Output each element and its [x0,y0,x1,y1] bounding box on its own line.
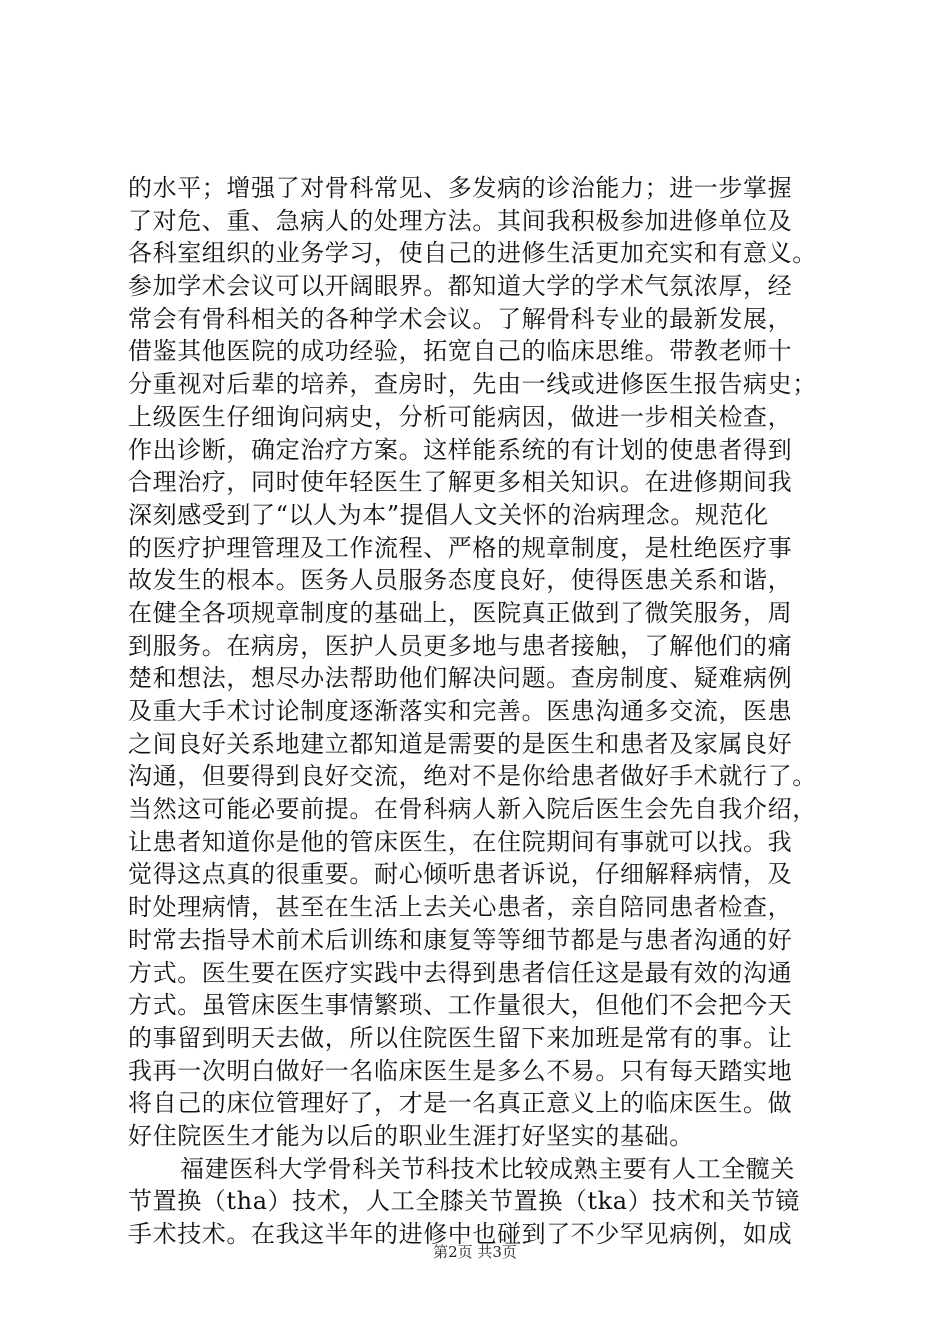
page-number-footer: 第2页 共3页 [433,1243,517,1261]
text-line: 时常去指导术前术后训练和康复等等细节都是与患者沟通的好 [128,925,793,954]
text-line: 将自己的床位管理好了，才是一名真正意义上的临床医生。做 [128,1089,793,1118]
text-line: 手术技术。在我这半年的进修中也碰到了不少罕见病例，如成 [128,1220,793,1248]
text-line: 的医疗护理管理及工作流程、严格的规章制度，是杜绝医疗事 [128,533,793,562]
text-line: 沟通，但要得到良好交流，绝对不是你给患者做好手术就行了。 [128,762,817,791]
text-line: 各科室组织的业务学习，使自己的进修生活更加充实和有意义。 [128,239,817,268]
text-line: 常会有骨科相关的各种学术会议。了解骨科专业的最新发展， [128,304,793,333]
text-line: 方式。虽管床医生事情繁琐、工作量很大，但他们不会把今天 [128,991,793,1020]
text-line: 分重视对后辈的培养，查房时，先由一线或进修医生报告病史； [128,370,817,399]
text-line: 的事留到明天去做，所以住院医生留下来加班是常有的事。让 [128,1023,793,1052]
text-line: 合理治疗，同时使年轻医生了解更多相关知识。在进修期间我 [128,468,793,497]
text-line: 时处理病情，甚至在生活上去关心患者，亲自陪同患者检查， [128,893,793,922]
text-line: 作出诊断，确定治疗方案。这样能系统的有计划的使患者得到 [128,435,793,464]
text-line: 我再一次明白做好一名临床医生是多么不易。只有每天踏实地 [128,1056,793,1085]
text-line: 方式。医生要在医疗实践中去得到患者信任这是最有效的沟通 [128,958,793,987]
text-line: 的水平；增强了对骨科常见、多发病的诊治能力；进一步掌握 [128,174,793,202]
text-line: 当然这可能必要前提。在骨科病人新入院后医生会先自我介绍， [128,795,817,824]
text-line: 参加学术会议可以开阔眼界。都知道大学的学术气氛浓厚，经 [128,272,793,301]
text-line: 好住院医生才能为以后的职业生涯打好坚实的基础。 [128,1121,694,1150]
text-line: 楚和想法，想尽办法帮助他们解决问题。查房制度、疑难病例 [128,664,793,693]
text-line: 借鉴其他医院的成功经验，拓宽自己的临床思维。带教老师十 [128,337,793,366]
text-line: 了对危、重、急病人的处理方法。其间我积极参加进修单位及 [128,206,793,235]
text-line: 觉得这点真的很重要。耐心倾听患者诉说，仔细解释病情，及 [128,860,793,889]
text-line: 及重大手术讨论制度逐渐落实和完善。医患沟通多交流，医患 [128,697,793,725]
text-line: 上级医生仔细询问病史，分析可能病因，做进一步相关检查， [128,402,793,431]
text-line: 让患者知道你是他的管床医生，在住院期间有事就可以找。我 [128,827,793,856]
text-line: 到服务。在病房，医护人员更多地与患者接触，了解他们的痛 [128,631,793,660]
text-line: 之间良好关系地建立都知道是需要的是医生和患者及家属良好 [128,729,793,758]
paragraph-start-line: 福建医科大学骨科关节科技术比较成熟主要有人工全髋关 [180,1154,795,1183]
body-text [128,172,828,1251]
text-line: 故发生的根本。医务人员服务态度良好，使得医患关系和谐， [128,566,793,595]
text-line: 节置换（tha）技术，人工全膝关节置换（tka）技术和关节镜 [128,1187,800,1216]
text-line: 在健全各项规章制度的基础上，医院真正做到了微笑服务，周 [128,598,793,627]
text-line: 深刻感受到了“以人为本”提倡人文关怀的治病理念。规范化 [128,500,769,529]
